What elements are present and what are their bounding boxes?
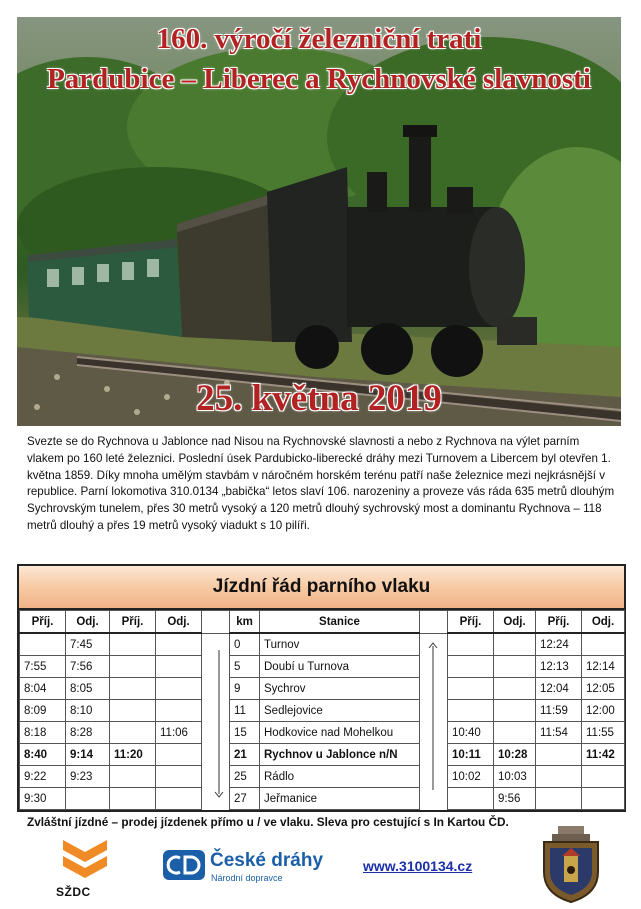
station-cell: Turnov — [260, 633, 420, 656]
station-cell: Rádlo — [260, 766, 420, 788]
km-cell: 15 — [230, 722, 260, 744]
time-cell: 11:55 — [582, 722, 625, 744]
time-cell — [582, 766, 625, 788]
ceske-drahy-logo-icon — [163, 850, 205, 880]
station-cell: Jeřmanice — [260, 788, 420, 810]
intro-paragraph: Svezte se do Rychnova u Jablonce nad Nisou na Rychnovské slavnosti a nebo z Rychnova na výlet parním vlakem po 160 leté železnici. Poslední úsek Pardubicko-liberecké dráhy mezi Turnovem a Libercem byl otevřen 1. května 1859. Díky mnoha umělým stavbám v náročném horském terénu patří naše železnice mezi nejkrásnější v republice. Parní lokomotiva 310.0134 „babička“ letos slaví 106. narozeniny a proveze vás ráda 635 metrů dlouhým Sychrovským tunelem, přes 30 metrů vysoký a 120 metrů dlouhý sychrovský most a dominantu Rychnova – 118 metrů dlouhý a přes 19 metrů vysoký viadukt s 10 pilíři. — [27, 435, 615, 532]
time-cell: 12:04 — [536, 678, 582, 700]
time-cell: 10:11 — [448, 744, 494, 766]
time-cell: 7:45 — [66, 633, 110, 656]
time-cell — [582, 788, 625, 810]
time-cell: 7:56 — [66, 656, 110, 678]
time-cell — [536, 744, 582, 766]
time-cell — [110, 656, 156, 678]
header-cell-0: Příj. — [20, 611, 66, 634]
time-cell: 12:14 — [582, 656, 625, 678]
header-cell-6: Stanice — [260, 611, 420, 634]
time-cell: 10:28 — [494, 744, 536, 766]
time-cell — [110, 766, 156, 788]
time-cell — [156, 744, 202, 766]
station-cell: Sedlejovice — [260, 700, 420, 722]
time-cell: 10:03 — [494, 766, 536, 788]
table-row — [20, 744, 625, 766]
time-cell — [110, 678, 156, 700]
time-cell: 8:28 — [66, 722, 110, 744]
time-cell: 11:20 — [110, 744, 156, 766]
km-cell: 21 — [230, 744, 260, 766]
time-cell — [66, 788, 110, 810]
time-cell — [20, 633, 66, 656]
station-cell: Rychnov u Jablonce n/N — [260, 744, 420, 766]
table-row — [20, 633, 625, 656]
time-cell: 12:00 — [582, 700, 625, 722]
cd-brand-name: České dráhy — [210, 850, 324, 871]
time-cell — [110, 722, 156, 744]
time-cell: 8:05 — [66, 678, 110, 700]
time-cell: 11:59 — [536, 700, 582, 722]
timetable-grid — [19, 610, 625, 810]
header-cell-9: Odj. — [494, 611, 536, 634]
time-cell — [536, 788, 582, 810]
timetable-header-row — [20, 611, 625, 634]
time-cell: 8:18 — [20, 722, 66, 744]
header-cell-7 — [420, 611, 448, 634]
header-cell-4 — [202, 611, 230, 634]
time-cell — [156, 656, 202, 678]
time-cell — [494, 722, 536, 744]
time-cell — [448, 656, 494, 678]
time-cell — [156, 766, 202, 788]
km-cell: 11 — [230, 700, 260, 722]
time-cell — [494, 656, 536, 678]
timetable — [17, 564, 626, 812]
header-photo — [17, 17, 621, 426]
header-cell-5: km — [230, 611, 260, 634]
header-cell-1: Odj. — [66, 611, 110, 634]
time-cell — [448, 633, 494, 656]
down-arrow-icon — [214, 650, 224, 798]
time-cell: 8:10 — [66, 700, 110, 722]
event-date: 25. května 2019 — [196, 378, 442, 419]
time-cell: 9:23 — [66, 766, 110, 788]
km-cell: 27 — [230, 788, 260, 810]
time-cell — [110, 700, 156, 722]
time-cell: 11:54 — [536, 722, 582, 744]
time-cell: 9:56 — [494, 788, 536, 810]
time-cell — [156, 788, 202, 810]
time-cell: 10:02 — [448, 766, 494, 788]
time-cell — [448, 788, 494, 810]
timetable-title: Jízdní řád parního vlaku — [19, 566, 624, 610]
time-cell — [582, 633, 625, 656]
table-row — [20, 700, 625, 722]
up-arrow-icon — [428, 642, 438, 790]
time-cell — [156, 700, 202, 722]
rychnov-crest-icon — [540, 826, 602, 904]
time-cell: 8:09 — [20, 700, 66, 722]
time-cell: 11:06 — [156, 722, 202, 744]
header-cell-11: Odj. — [582, 611, 625, 634]
station-cell: Sychrov — [260, 678, 420, 700]
time-cell: 7:55 — [20, 656, 66, 678]
time-cell — [110, 788, 156, 810]
header-cell-2: Příj. — [110, 611, 156, 634]
header-cell-10: Příj. — [536, 611, 582, 634]
station-cell: Hodkovice nad Mohelkou — [260, 722, 420, 744]
time-cell: 12:05 — [582, 678, 625, 700]
time-cell: 8:04 — [20, 678, 66, 700]
time-cell — [494, 678, 536, 700]
time-cell — [156, 633, 202, 656]
time-cell — [448, 678, 494, 700]
time-cell — [448, 700, 494, 722]
time-cell: 9:22 — [20, 766, 66, 788]
time-cell — [536, 766, 582, 788]
time-cell — [494, 700, 536, 722]
direction-up-cell — [420, 788, 448, 810]
station-cell: Doubí u Turnova — [260, 656, 420, 678]
fare-note: Zvláštní jízdné – prodej jízdenek přímo u / ve vlaku. Sleva pro cestující s In Kartou ČD. — [27, 815, 509, 829]
header-title-line2: Pardubice – Liberec a Rychnovské slavnosti — [47, 63, 591, 95]
time-cell — [156, 678, 202, 700]
time-cell: 9:30 — [20, 788, 66, 810]
header-cell-3: Odj. — [156, 611, 202, 634]
time-cell: 10:40 — [448, 722, 494, 744]
time-cell — [110, 633, 156, 656]
time-cell: 11:42 — [582, 744, 625, 766]
header-cell-8: Příj. — [448, 611, 494, 634]
table-row — [20, 766, 625, 788]
km-cell: 9 — [230, 678, 260, 700]
header-title-line1: 160. výročí železniční trati — [156, 23, 482, 55]
cd-brand-subtitle: Národní dopravce — [211, 873, 283, 883]
time-cell — [494, 633, 536, 656]
time-cell: 12:13 — [536, 656, 582, 678]
table-row — [20, 678, 625, 700]
szdc-label: SŽDC — [56, 885, 91, 899]
table-row — [20, 656, 625, 678]
table-row — [20, 722, 625, 744]
time-cell: 9:14 — [66, 744, 110, 766]
time-cell: 8:40 — [20, 744, 66, 766]
website-link[interactable]: www.3100134.cz — [363, 858, 473, 874]
table-row — [20, 788, 625, 810]
km-cell: 5 — [230, 656, 260, 678]
time-cell: 12:24 — [536, 633, 582, 656]
km-cell: 0 — [230, 633, 260, 656]
km-cell: 25 — [230, 766, 260, 788]
